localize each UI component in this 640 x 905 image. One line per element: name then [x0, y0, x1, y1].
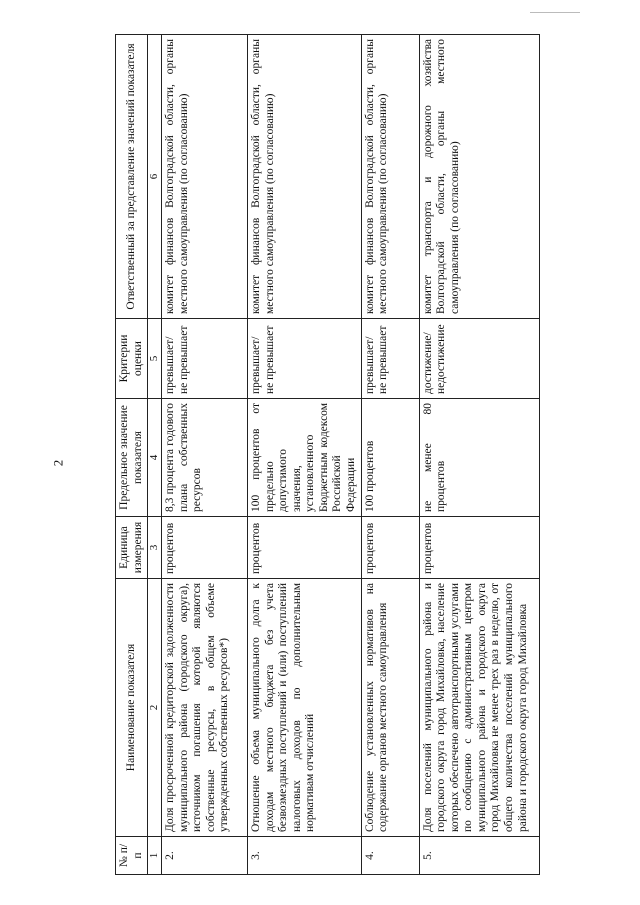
- row-name: Отношение объема муниципального долга к доходам местного бюджета без учета безвозмездных поступлений и (или) поступлений налоговых доходов по дополнительным нормативам отчислений: [248, 579, 362, 837]
- header-num: № п/п: [116, 837, 148, 875]
- row-unit: процентов: [419, 517, 539, 579]
- row-num: 3.: [248, 837, 362, 875]
- col-number: 6: [148, 35, 162, 319]
- row-unit: процентов: [248, 517, 362, 579]
- row-num: 5.: [419, 837, 539, 875]
- row-criteria: превышает/ не превышает: [361, 319, 419, 399]
- indicators-table: [115, 34, 540, 875]
- header-name: Наименование показателя: [116, 579, 148, 837]
- header-unit: Единица измерения: [116, 517, 148, 579]
- row-criteria: превышает/ не превышает: [248, 319, 362, 399]
- row-responsible: комитет финансов Волгоградской области, органы местного самоуправления (по согласованию): [361, 35, 419, 319]
- col-number: 4: [148, 399, 162, 517]
- row-limit: 8,3 процента годового плана собственных ресурсов: [162, 399, 248, 517]
- col-number: 5: [148, 319, 162, 399]
- corner-mark: [530, 4, 580, 13]
- row-limit: не менее 80 процентов: [419, 399, 539, 517]
- row-name: Доля поселений муниципального района и городского округа город Михайловка, население которых обеспечено автотранспортными услугами по сообщению с административным центром муниципального района и городского округа город Михайловка не менее трех раз в неделю, от общего количества поселений муниципального района и городского округа город Михайловка: [419, 579, 539, 837]
- col-number: 3: [148, 517, 162, 579]
- row-criteria: достижение/ недостижение: [419, 319, 539, 399]
- row-criteria: превышает/ не превышает: [162, 319, 248, 399]
- row-responsible: комитет финансов Волгоградской области, органы местного самоуправления (по согласованию): [248, 35, 362, 319]
- rotated-table-container: [115, 35, 615, 875]
- row-responsible: комитет транспорта и дорожного хозяйства Волгоградской области, органы местного самоуправления (по согласованию): [419, 35, 539, 319]
- table-row: [419, 35, 539, 875]
- header-row: [116, 35, 148, 875]
- table-row: [361, 35, 419, 875]
- row-responsible: комитет финансов Волгоградской области, органы местного самоуправления (по согласованию): [162, 35, 248, 319]
- col-number: 1: [148, 837, 162, 875]
- row-num: 4.: [361, 837, 419, 875]
- row-unit: процентов: [361, 517, 419, 579]
- row-name: Соблюдение установленных нормативов на содержание органов местного самоуправления: [361, 579, 419, 837]
- header-criteria: Критерии оценки: [116, 319, 148, 399]
- row-name: Доля просроченной кредиторской задолженности муниципального района (городского округа), источником погашения которой являются собственные ресурсы, в общем объеме утвержденных собственных ресурсов*): [162, 579, 248, 837]
- header-responsible: Ответственный за представление значений показателя: [116, 35, 148, 319]
- table-row: [162, 35, 248, 875]
- header-limit: Предельное значение показателя: [116, 399, 148, 517]
- column-number-row: [148, 35, 162, 875]
- row-unit: процентов: [162, 517, 248, 579]
- row-limit: 100 процентов от предельно допустимого значения, установленного Бюджетным кодексом Российской Федерации: [248, 399, 362, 517]
- row-num: 2.: [162, 837, 248, 875]
- table-row: [248, 35, 362, 875]
- row-limit: 100 процентов: [361, 399, 419, 517]
- col-number: 2: [148, 579, 162, 837]
- page-number: 2: [50, 459, 66, 467]
